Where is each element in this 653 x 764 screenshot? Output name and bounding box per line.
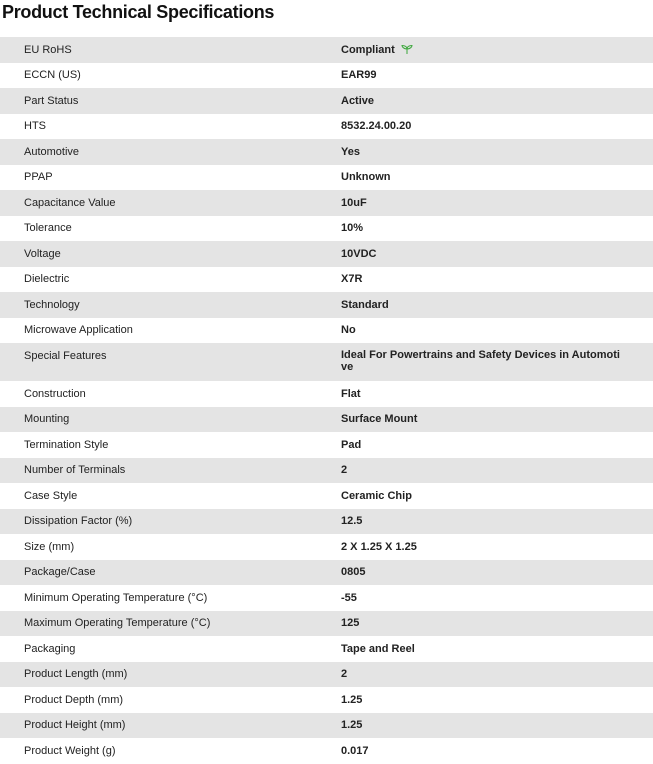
spec-value: 8532.24.00.20 <box>341 114 653 140</box>
spec-label: Packaging <box>0 636 341 662</box>
page-title: Product Technical Specifications <box>2 2 275 22</box>
spec-value: -55 <box>341 585 653 611</box>
table-row <box>0 687 653 713</box>
spec-value-text: Compliant <box>341 43 395 56</box>
spec-value: Standard <box>341 292 653 318</box>
spec-label: Tolerance <box>0 216 341 242</box>
spec-label: Construction <box>0 381 341 407</box>
spec-label: Microwave Application <box>0 318 341 344</box>
table-row <box>0 139 653 165</box>
spec-label: Voltage <box>0 241 341 267</box>
table-row <box>0 88 653 114</box>
spec-value: 2 X 1.25 X 1.25 <box>341 534 653 560</box>
table-row <box>0 534 653 560</box>
spec-label: ECCN (US) <box>0 63 341 89</box>
spec-label: Case Style <box>0 483 341 509</box>
table-row <box>0 63 653 89</box>
spec-label: Mounting <box>0 407 341 433</box>
spec-label: Maximum Operating Temperature (°C) <box>0 611 341 637</box>
spec-label: Minimum Operating Temperature (°C) <box>0 585 341 611</box>
spec-value: 2 <box>341 458 653 484</box>
spec-label: PPAP <box>0 165 341 191</box>
spec-label: Product Depth (mm) <box>0 687 341 713</box>
spec-value <box>341 37 653 63</box>
spec-table <box>0 37 653 764</box>
table-row <box>0 267 653 293</box>
spec-value: Ceramic Chip <box>341 483 653 509</box>
spec-value: 10% <box>341 216 653 242</box>
table-row <box>0 407 653 433</box>
table-row <box>0 241 653 267</box>
leaf-icon <box>401 45 413 55</box>
table-row <box>0 381 653 407</box>
table-row <box>0 165 653 191</box>
table-row <box>0 37 653 63</box>
table-row <box>0 509 653 535</box>
spec-value: No <box>341 318 653 344</box>
table-row <box>0 483 653 509</box>
spec-value: Yes <box>341 139 653 165</box>
spec-label: Special Features <box>0 343 341 381</box>
table-row <box>0 114 653 140</box>
spec-value: Flat <box>341 381 653 407</box>
table-row <box>0 343 653 381</box>
table-row <box>0 738 653 764</box>
spec-value: Tape and Reel <box>341 636 653 662</box>
table-row <box>0 585 653 611</box>
spec-label: Part Status <box>0 88 341 114</box>
spec-value: 1.25 <box>341 713 653 739</box>
spec-value: 0.017 <box>341 738 653 764</box>
spec-value: 10uF <box>341 190 653 216</box>
table-row <box>0 611 653 637</box>
table-row <box>0 713 653 739</box>
spec-value: 2 <box>341 662 653 688</box>
spec-label: Dielectric <box>0 267 341 293</box>
spec-label: HTS <box>0 114 341 140</box>
spec-label: Capacitance Value <box>0 190 341 216</box>
spec-label: Product Weight (g) <box>0 738 341 764</box>
table-row <box>0 662 653 688</box>
table-row <box>0 432 653 458</box>
spec-value: 10VDC <box>341 241 653 267</box>
table-row <box>0 216 653 242</box>
spec-value: 12.5 <box>341 509 653 535</box>
table-row <box>0 560 653 586</box>
spec-label: Technology <box>0 292 341 318</box>
spec-label: Product Height (mm) <box>0 713 341 739</box>
spec-label: Dissipation Factor (%) <box>0 509 341 535</box>
spec-label: Automotive <box>0 139 341 165</box>
spec-label: Product Length (mm) <box>0 662 341 688</box>
spec-label: Termination Style <box>0 432 341 458</box>
spec-value: 1.25 <box>341 687 653 713</box>
spec-value: 125 <box>341 611 653 637</box>
spec-value: Ideal For Powertrains and Safety Devices in Automoti ve <box>341 343 653 381</box>
spec-value: X7R <box>341 267 653 293</box>
spec-value: Pad <box>341 432 653 458</box>
table-row <box>0 636 653 662</box>
spec-label: Package/Case <box>0 560 341 586</box>
table-row <box>0 458 653 484</box>
spec-value: Surface Mount <box>341 407 653 433</box>
spec-label: Number of Terminals <box>0 458 341 484</box>
table-row <box>0 292 653 318</box>
table-row <box>0 318 653 344</box>
table-row <box>0 190 653 216</box>
spec-value: Unknown <box>341 165 653 191</box>
spec-label: EU RoHS <box>0 37 341 63</box>
spec-value: EAR99 <box>341 63 653 89</box>
spec-value: 0805 <box>341 560 653 586</box>
spec-label: Size (mm) <box>0 534 341 560</box>
spec-value: Active <box>341 88 653 114</box>
